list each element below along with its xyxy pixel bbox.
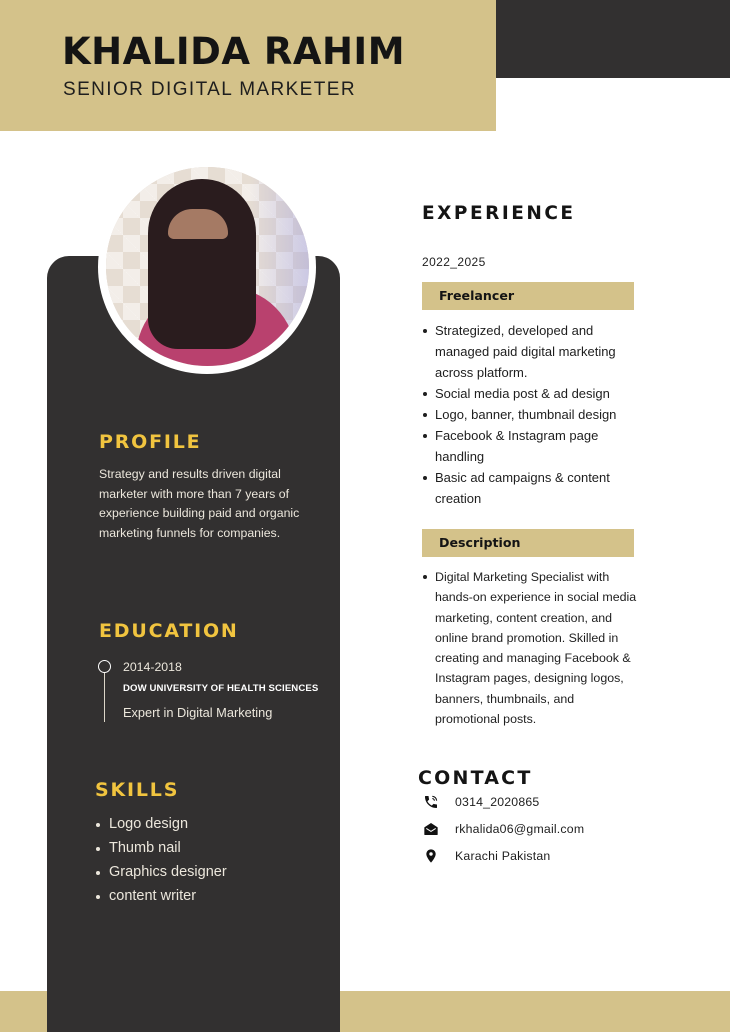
description-title-bar (422, 529, 634, 557)
profile-summary: Strategy and results driven digital marketer with more than 7 years of experience building paid and organic marketing funnels for companies. (99, 467, 300, 540)
job-title-bar (422, 282, 634, 310)
location-pin-icon (423, 848, 439, 864)
experience-heading: EXPERIENCE (422, 203, 576, 224)
job-bullet: Strategized, developed and managed paid digital marketing across platform. (422, 320, 642, 383)
education-school: DOW UNIVERSITY OF HEALTH SCIENCES (123, 683, 319, 694)
job-bullets (422, 320, 642, 509)
job-bullet: Facebook & Instagram page handling (422, 425, 642, 467)
phone-icon (423, 794, 439, 810)
education-degree: Expert in Digital Marketing (123, 705, 273, 720)
skill-item: Graphics designer (96, 862, 227, 886)
timeline-line (104, 672, 105, 722)
job-bullet: Basic ad campaigns & content creation (422, 467, 642, 509)
person-name: KHALIDA RAHIM (62, 30, 406, 73)
description-bullets (422, 567, 642, 729)
job-bullet: Logo, banner, thumbnail design (422, 404, 642, 425)
skill-item: Logo design (96, 814, 227, 838)
profile-photo (106, 167, 309, 366)
mail-icon (423, 821, 439, 837)
education-years: 2014-2018 (123, 660, 182, 674)
job-bullet: Social media post & ad design (422, 383, 642, 404)
description-bullet: Digital Marketing Specialist with hands-on experience in social media marketing, content creation, and online brand promotion. Skilled in creating and managing Facebook & Instagram pages, designing logos, banners, thumbnails, and promotional posts. (422, 567, 642, 729)
timeline-dot-icon (98, 660, 111, 673)
contact-location: Karachi Pakistan (455, 849, 551, 863)
experience-years: 2022_2025 (422, 255, 486, 269)
job-title: Freelancer (439, 288, 515, 303)
skill-item: content writer (96, 886, 227, 910)
description-title: Description (439, 535, 521, 550)
skills-list (96, 814, 227, 910)
contact-phone[interactable]: 0314_2020865 (455, 795, 540, 809)
skill-item: Thumb nail (96, 838, 227, 862)
contact-heading: CONTACT (418, 767, 533, 789)
top-right-dark-band (496, 0, 730, 78)
education-heading: EDUCATION (99, 620, 239, 642)
contact-email[interactable]: rkhalida06@gmail.com (455, 822, 585, 836)
header-block (0, 0, 496, 131)
profile-heading: PROFILE (99, 431, 202, 453)
job-role: SENIOR DIGITAL MARKETER (63, 79, 356, 100)
skills-heading: SKILLS (95, 779, 180, 801)
